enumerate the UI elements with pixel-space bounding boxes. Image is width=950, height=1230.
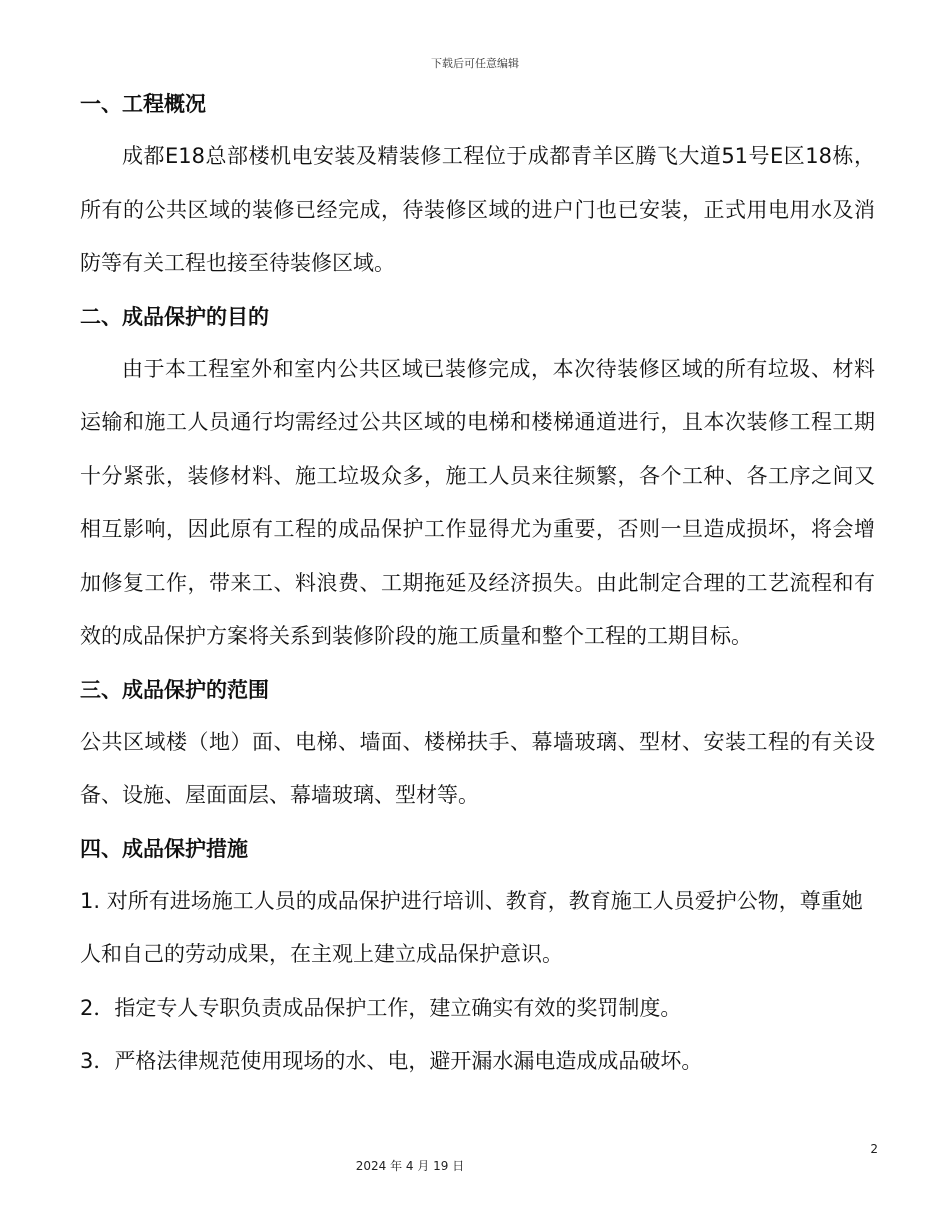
section-paragraph-purpose: 由于本工程室外和室内公共区域已装修完成，本次待装修区域的所有垃圾、材料运输和施工人员通行均需经过公共区域的电梯和楼梯通道进行，且本次装修工程工期十分紧张，装修材料、施工垃圾众多，施工人员来往频繁，各个工种、各工序之间又相互影响，因此原有工程的成品保护工作显得尤为重要，否则一旦造成损坏，将会增加修复工作，带来工、料浪费、工期拖延及经济损失。由此制定合理的工艺流程和有效的成品保护方案将关系到装修阶段的施工质量和整个工程的工期目标。 <box>80 356 875 648</box>
section-heading-measures: 四、成品保护措施 <box>80 836 248 861</box>
page-number: 2 <box>870 1142 878 1156</box>
footer-date: 2024 年 4 月 19 日 <box>355 1159 465 1173</box>
section-heading-overview: 一、工程概况 <box>80 92 206 116</box>
section-paragraph-scope: 公共区域楼（地）面、电梯、墙面、楼梯扶手、幕墙玻璃、型材、安装工程的有关设备、设施、屋面面层、幕墙玻璃、型材等。 <box>80 729 875 807</box>
measure-item-3: 3．严格法律规范使用现场的水、电，避开漏水漏电造成成品破坏。 <box>80 1049 703 1073</box>
document-body <box>80 78 875 1089</box>
measure-item-2: 2．指定专人专职负责成品保护工作，建立确实有效的奖罚制度。 <box>80 995 682 1020</box>
page-header-note: 下载后可任意编辑 <box>431 57 519 70</box>
section-paragraph-overview: 成都E18总部楼机电安装及精装修工程位于成都青羊区腾飞大道51号E区18栋，所有的公共区域的装修已经完成，待装修区域的进户门也已安装，正式用电用水及消防等有关工程也接至待装修区域。 <box>80 144 875 275</box>
section-heading-purpose: 二、成品保护的目的 <box>80 304 269 329</box>
measure-item-1: 1. 对所有进场施工人员的成品保护进行培训、教育，教育施工人员爱护公物，尊重她人和自己的劳动成果，在主观上建立成品保护意识。 <box>80 888 863 966</box>
section-heading-scope: 三、成品保护的范围 <box>80 677 269 702</box>
